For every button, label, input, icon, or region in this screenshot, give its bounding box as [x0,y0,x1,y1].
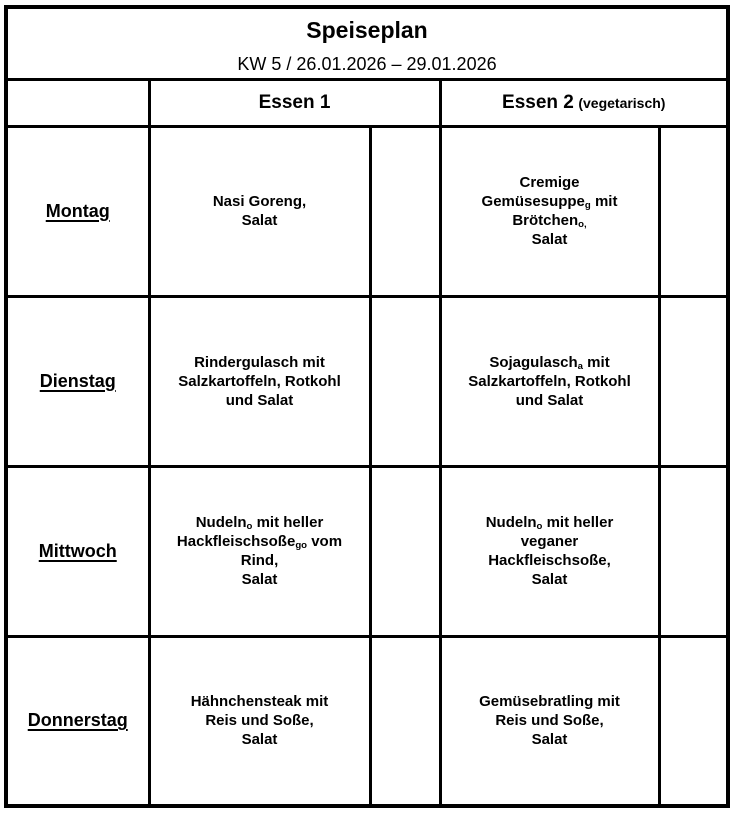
header-essen-1 [149,79,440,126]
side-cell-dienstag-essen2 [659,296,728,466]
day-label-dienstag: Dienstag [39,370,116,391]
essen-2-vegetarian-note: (vegetarisch) [578,94,666,111]
side-cell-mittwoch-essen1 [370,466,440,636]
day-label-donnerstag: Donnerstag [27,710,128,731]
meal-cell-dienstag-essen1: Rindergulasch mit Salzkartoffeln, Rotkohl und Salat [149,296,370,466]
meal-cell-montag-essen1: Nasi Goreng, Salat [149,126,370,296]
title-row [6,7,728,79]
side-cell-montag-essen2 [659,126,728,296]
day-label-montag: Montag [45,200,110,221]
header-row [6,79,728,126]
day-cell-mittwoch [6,466,149,636]
day-label-mittwoch: Mittwoch [38,540,117,561]
table-row-mittwoch [6,466,728,636]
day-cell-dienstag [6,296,149,466]
essen-1-label: Essen 1 [258,91,331,113]
page-title: Speiseplan [306,17,428,43]
meal-cell-mittwoch-essen1: Nudeln$_o$ mit heller Hackfleischsoße$_{go}$ vom Rind, Salat [149,466,370,636]
side-cell-mittwoch-essen2 [659,466,728,636]
header-day-cell [6,79,149,126]
header-essen-2 [440,79,728,126]
table-row-donnerstag [6,636,728,806]
side-cell-donnerstag-essen1 [370,636,440,806]
meal-cell-mittwoch-essen2: Nudeln$_o$ mit heller veganer Hackfleischsoße, Salat [440,466,659,636]
meal-cell-donnerstag-essen2: Gemüsebratling mit Reis und Soße, Salat [440,636,659,806]
meal-cell-dienstag-essen2: Sojagulasch$_a$ mit Salzkartoffeln, Rotkohl und Salat [440,296,659,466]
table-row-dienstag [6,296,728,466]
side-cell-dienstag-essen1 [370,296,440,466]
meal-cell-montag-essen2: Cremige Gemüsesuppe$_g$ mit Brötchen$_{o,}$ Salat [440,126,659,296]
meal-cell-donnerstag-essen1: Hähnchensteak mit Reis und Soße, Salat [149,636,370,806]
table-row-montag [6,126,728,296]
side-cell-montag-essen1 [370,126,440,296]
side-cell-donnerstag-essen2 [659,636,728,806]
essen-2-label: Essen 2 [502,91,574,113]
day-cell-montag [6,126,149,296]
day-cell-donnerstag [6,636,149,806]
title-cell [6,7,728,79]
week-range: KW 5 / 26.01.2026 – 29.01.2026 [237,54,497,74]
meal-plan-table [4,5,730,808]
